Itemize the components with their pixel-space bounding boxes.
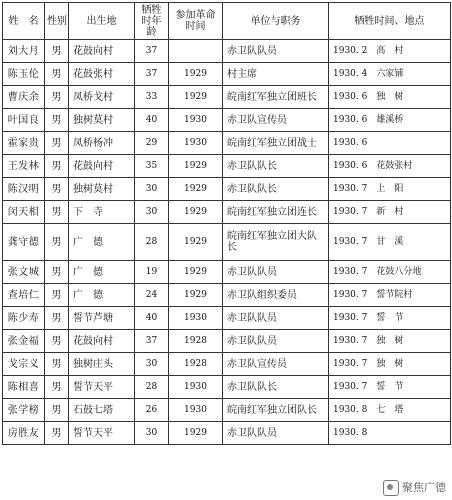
cell-sacrifice: 1930. 7 上 阳 <box>329 178 451 201</box>
cell-name: 戈宗义 <box>3 353 45 376</box>
cell-name: 房胜友 <box>3 422 45 445</box>
cell-name: 陈相喜 <box>3 376 45 399</box>
table-row <box>3 399 451 422</box>
header-birthplace: 出生地 <box>69 3 135 40</box>
cell-name: 张金福 <box>3 330 45 353</box>
cell-sacrifice: 1930. 8 七 塔 <box>329 399 451 422</box>
cell-unit: 赤卫队队员 <box>223 307 329 330</box>
cell-place: 广 德 <box>69 284 135 307</box>
cell-place: 花鼓向村 <box>69 40 135 63</box>
cell-sex: 男 <box>45 307 69 330</box>
cell-name: 张学榜 <box>3 399 45 422</box>
cell-age: 40 <box>135 307 169 330</box>
cell-sex: 男 <box>45 284 69 307</box>
cell-sex: 男 <box>45 155 69 178</box>
cell-sex: 男 <box>45 63 69 86</box>
cell-join: 1929 <box>169 422 223 445</box>
table-row <box>3 422 451 445</box>
cell-sacrifice: 1930. 8 <box>329 422 451 445</box>
cell-join: 1928 <box>169 330 223 353</box>
cell-unit: 赤卫队队员 <box>223 330 329 353</box>
cell-name: 刘大月 <box>3 40 45 63</box>
cell-place: 独树庄头 <box>69 353 135 376</box>
cell-unit: 皖南红军独立团连长 <box>223 201 329 224</box>
martyrs-table <box>2 2 451 445</box>
cell-age: 35 <box>135 155 169 178</box>
cell-sex: 男 <box>45 109 69 132</box>
cell-sex: 男 <box>45 330 69 353</box>
cell-age: 30 <box>135 422 169 445</box>
cell-join: 1929 <box>169 201 223 224</box>
cell-sex: 男 <box>45 399 69 422</box>
cell-place: 广 德 <box>69 224 135 261</box>
cell-place: 凤桥戈村 <box>69 86 135 109</box>
cell-unit: 赤卫队队长 <box>223 155 329 178</box>
cell-join: 1930 <box>169 132 223 155</box>
cell-unit: 赤卫队组织委员 <box>223 284 329 307</box>
table-row <box>3 330 451 353</box>
cell-name: 叶国良 <box>3 109 45 132</box>
watermark-text: 聚焦广德 <box>402 481 446 494</box>
cell-join: 1929 <box>169 155 223 178</box>
cell-name: 陈少寿 <box>3 307 45 330</box>
table-row <box>3 201 451 224</box>
header-sex: 性别 <box>45 3 69 40</box>
cell-sacrifice: 1930. 2 高 村 <box>329 40 451 63</box>
cell-place: 独树莫村 <box>69 178 135 201</box>
cell-sacrifice: 1930. 6 独 树 <box>329 86 451 109</box>
cell-name: 查培仁 <box>3 284 45 307</box>
cell-age: 37 <box>135 63 169 86</box>
table-row <box>3 63 451 86</box>
header-unit: 单位与职务 <box>223 3 329 40</box>
cell-name: 霍家贵 <box>3 132 45 155</box>
cell-age: 33 <box>135 86 169 109</box>
table-row <box>3 353 451 376</box>
cell-name: 王发林 <box>3 155 45 178</box>
cell-place: 广 德 <box>69 261 135 284</box>
cell-sex: 男 <box>45 376 69 399</box>
cell-age: 24 <box>135 284 169 307</box>
cell-age: 30 <box>135 201 169 224</box>
cell-unit: 赤卫队队长 <box>223 376 329 399</box>
cell-unit: 赤卫队队员 <box>223 261 329 284</box>
cell-unit: 皖南红军独立团队长 <box>223 399 329 422</box>
cell-place: 凤桥杨冲 <box>69 132 135 155</box>
cell-sex: 男 <box>45 132 69 155</box>
cell-sacrifice: 1930. 6 雄溪桥 <box>329 109 451 132</box>
wechat-logo-icon <box>383 480 399 496</box>
cell-sacrifice: 1930. 7 甘 溪 <box>329 224 451 261</box>
watermark <box>381 479 448 496</box>
cell-join: 1929 <box>169 86 223 109</box>
cell-place: 花鼓向村 <box>69 155 135 178</box>
cell-place: 誓节天平 <box>69 422 135 445</box>
cell-age: 28 <box>135 224 169 261</box>
cell-unit: 皖南红军独立团大队长 <box>223 224 329 261</box>
cell-place: 花鼓张村 <box>69 63 135 86</box>
table-row <box>3 224 451 261</box>
cell-sacrifice: 1930. 4 六家铺 <box>329 63 451 86</box>
cell-unit: 村主席 <box>223 63 329 86</box>
header-sacrifice: 牺牲时间、地点 <box>329 3 451 40</box>
cell-age: 26 <box>135 399 169 422</box>
table-row <box>3 307 451 330</box>
cell-unit: 赤卫队队员 <box>223 40 329 63</box>
cell-age: 30 <box>135 178 169 201</box>
cell-age: 37 <box>135 330 169 353</box>
cell-age: 37 <box>135 40 169 63</box>
cell-sex: 男 <box>45 261 69 284</box>
cell-unit: 赤卫队宣传员 <box>223 109 329 132</box>
cell-unit: 皖南红军独立团班长 <box>223 86 329 109</box>
cell-join: 1929 <box>169 261 223 284</box>
cell-name: 陈玉伦 <box>3 63 45 86</box>
cell-join: 1929 <box>169 224 223 261</box>
cell-sex: 男 <box>45 86 69 109</box>
cell-sacrifice: 1930. 7 新 村 <box>329 201 451 224</box>
cell-sacrifice: 1930. 7 誓节院村 <box>329 284 451 307</box>
cell-join: 1930 <box>169 399 223 422</box>
cell-sacrifice: 1930. 6 <box>329 132 451 155</box>
cell-age: 40 <box>135 109 169 132</box>
cell-unit: 皖南红军独立团战士 <box>223 132 329 155</box>
cell-name: 闵天相 <box>3 201 45 224</box>
table-row <box>3 284 451 307</box>
cell-join: 1929 <box>169 284 223 307</box>
cell-sacrifice: 1930. 7 独 树 <box>329 330 451 353</box>
cell-unit: 赤卫队队长 <box>223 178 329 201</box>
cell-join: 1929 <box>169 63 223 86</box>
cell-join: 1930 <box>169 307 223 330</box>
cell-place: 花鼓向村 <box>69 330 135 353</box>
cell-sex: 男 <box>45 178 69 201</box>
table-row <box>3 261 451 284</box>
table-row <box>3 132 451 155</box>
cell-age: 28 <box>135 376 169 399</box>
cell-join <box>169 40 223 63</box>
cell-sacrifice: 1930. 7 独 树 <box>329 353 451 376</box>
cell-sacrifice: 1930. 6 花鼓张村 <box>329 155 451 178</box>
cell-age: 29 <box>135 132 169 155</box>
cell-join: 1929 <box>169 178 223 201</box>
cell-name: 张文城 <box>3 261 45 284</box>
cell-place: 石鼓七塔 <box>69 399 135 422</box>
cell-name: 龚守德 <box>3 224 45 261</box>
cell-age: 19 <box>135 261 169 284</box>
cell-name: 陈汉明 <box>3 178 45 201</box>
table-row <box>3 178 451 201</box>
table-row <box>3 109 451 132</box>
cell-sacrifice: 1930. 7 誓 节 <box>329 376 451 399</box>
cell-sacrifice: 1930. 7 花鼓八分地 <box>329 261 451 284</box>
cell-unit: 赤卫队队员 <box>223 422 329 445</box>
table-row <box>3 376 451 399</box>
cell-sex: 男 <box>45 40 69 63</box>
cell-join: 1930 <box>169 109 223 132</box>
cell-sacrifice: 1930. 7 誓 节 <box>329 307 451 330</box>
cell-place: 下 寺 <box>69 201 135 224</box>
cell-name: 曹庆余 <box>3 86 45 109</box>
header-name: 姓 名 <box>3 3 45 40</box>
cell-place: 誓节天平 <box>69 376 135 399</box>
cell-sex: 男 <box>45 422 69 445</box>
header-age: 牺牲时年龄 <box>135 3 169 40</box>
cell-sex: 男 <box>45 353 69 376</box>
cell-unit: 赤卫队宣传员 <box>223 353 329 376</box>
cell-age: 30 <box>135 353 169 376</box>
header-join-time: 参加革命时间 <box>169 3 223 40</box>
cell-join: 1930 <box>169 376 223 399</box>
table-row <box>3 40 451 63</box>
cell-sex: 男 <box>45 224 69 261</box>
cell-sex: 男 <box>45 201 69 224</box>
cell-join: 1928 <box>169 353 223 376</box>
cell-place: 誓节芦塘 <box>69 307 135 330</box>
table-row <box>3 86 451 109</box>
table-row <box>3 155 451 178</box>
cell-place: 独树莫村 <box>69 109 135 132</box>
table-header-row <box>3 3 451 40</box>
